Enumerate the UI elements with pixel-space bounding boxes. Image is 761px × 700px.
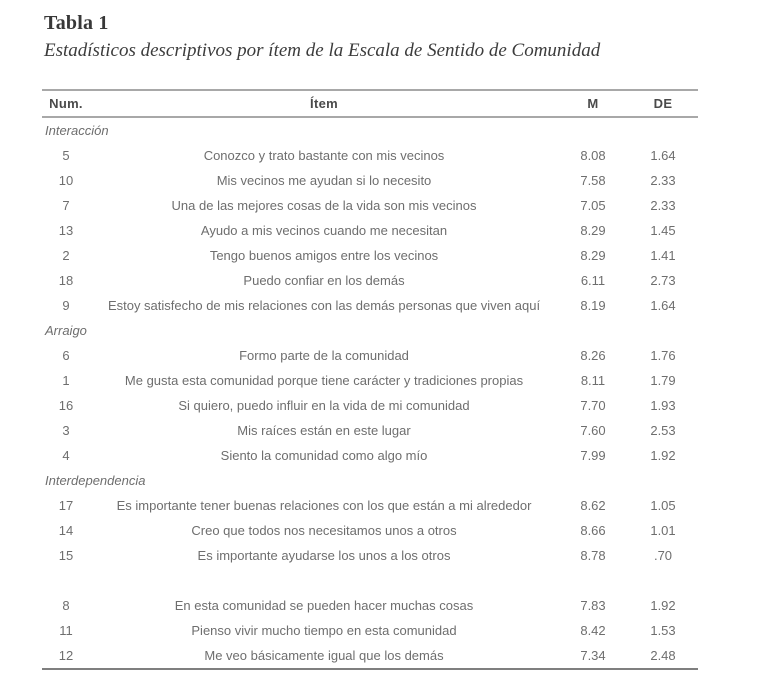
- mean-cell: 7.34: [580, 648, 606, 663]
- item-number-cell: 5: [62, 148, 70, 163]
- item-text-cell: En esta comunidad se pueden hacer muchas cosas: [174, 598, 474, 613]
- section-label: Arraigo: [45, 323, 87, 338]
- mean-cell: 7.83: [580, 598, 606, 613]
- mean-cell: 8.29: [580, 248, 606, 263]
- item-number-cell: 3: [62, 423, 70, 438]
- item-text-cell: Mis vecinos me ayudan si lo necesito: [216, 173, 432, 188]
- table-row: [42, 443, 698, 468]
- item-number-cell: 9: [62, 298, 70, 313]
- item-number-cell: 11: [59, 623, 73, 638]
- item-number-cell: 10: [58, 173, 74, 188]
- sd-cell: 2.33: [650, 198, 676, 213]
- item-number-cell: 7: [62, 198, 70, 213]
- sd-cell: 1.92: [650, 598, 676, 613]
- item-text-cell: Creo que todos nos necesitamos unos a otros: [191, 523, 457, 538]
- item-number-cell: 13: [58, 223, 74, 238]
- section-label: Interacción: [45, 123, 109, 138]
- item-text-cell: Siento la comunidad como algo mío: [220, 448, 428, 463]
- item-text-cell: Una de las mejores cosas de la vida son mis vecinos: [171, 198, 477, 213]
- table-row: [42, 368, 698, 393]
- item-number-cell: 4: [62, 448, 70, 463]
- item-text-cell: Mis raíces están en este lugar: [237, 423, 411, 438]
- item-number-cell: 18: [58, 273, 74, 288]
- table-row: [42, 218, 698, 243]
- sd-cell: 1.93: [650, 398, 676, 413]
- sd-cell: 1.64: [650, 298, 676, 313]
- sd-cell: 1.01: [650, 523, 676, 538]
- column-header-m: M: [587, 96, 599, 111]
- column-header-num: Num.: [49, 96, 83, 111]
- table-header: [42, 90, 698, 117]
- mean-cell: 8.19: [580, 298, 606, 313]
- item-number-cell: 17: [58, 498, 74, 513]
- table-row: [42, 618, 698, 643]
- table-header-row: [42, 90, 698, 117]
- sd-cell: 1.92: [650, 448, 676, 463]
- item-number-cell: 6: [62, 348, 70, 363]
- mean-cell: 6.11: [580, 273, 606, 288]
- table-row: [42, 418, 698, 443]
- mean-cell: 8.78: [580, 548, 606, 563]
- sd-cell: 2.48: [650, 648, 676, 663]
- item-number-cell: 8: [62, 598, 70, 613]
- table-row: [42, 518, 698, 543]
- table-row: [42, 343, 698, 368]
- sd-cell: 1.45: [650, 223, 676, 238]
- item-text-cell: Conozco y trato bastante con mis vecinos: [203, 148, 445, 163]
- mean-cell: 8.62: [580, 498, 606, 513]
- sd-cell: 1.41: [650, 248, 676, 263]
- section-label-row: [42, 318, 698, 343]
- table-body: [42, 117, 698, 669]
- mean-cell: 8.42: [580, 623, 606, 638]
- table-row: [42, 593, 698, 618]
- sd-cell: 1.53: [650, 623, 676, 638]
- mean-cell: 8.29: [580, 223, 606, 238]
- table-row: [42, 168, 698, 193]
- section-label: Interdependencia: [45, 473, 146, 488]
- item-number-cell: 15: [58, 548, 74, 563]
- table-row: [42, 143, 698, 168]
- sd-cell: 1.05: [650, 498, 676, 513]
- item-number-cell: 2: [62, 248, 70, 263]
- table-row: [42, 268, 698, 293]
- sd-cell: 1.79: [650, 373, 676, 388]
- item-text-cell: Puedo confiar en los demás: [243, 273, 405, 288]
- sd-cell: 2.73: [650, 273, 676, 288]
- section-label-row: [42, 468, 698, 493]
- item-text-cell: Ayudo a mis vecinos cuando me necesitan: [200, 223, 448, 238]
- mean-cell: 7.60: [580, 423, 606, 438]
- sd-cell: .70: [653, 548, 673, 563]
- sd-cell: 1.76: [650, 348, 676, 363]
- table-row: [42, 293, 698, 318]
- item-text-cell: Pienso vivir mucho tiempo en esta comunidad: [191, 623, 457, 638]
- item-number-cell: 14: [58, 523, 74, 538]
- table-title: Tabla 1: [44, 12, 109, 34]
- table-row: [42, 393, 698, 418]
- item-number-cell: 12: [58, 648, 74, 663]
- mean-cell: 8.26: [580, 348, 606, 363]
- item-text-cell: Si quiero, puedo influir en la vida de mi comunidad: [178, 398, 470, 413]
- section-label-row: [42, 117, 698, 143]
- item-text-cell: Tengo buenos amigos entre los vecinos: [209, 248, 439, 263]
- sd-cell: 1.64: [650, 148, 676, 163]
- item-text-cell: Es importante ayudarse los unos a los otros: [197, 548, 451, 563]
- table-subtitle: Estadísticos descriptivos por ítem de la Escala de Sentido de Comunidad: [44, 40, 601, 61]
- column-header-de: DE: [653, 96, 673, 111]
- mean-cell: 8.66: [580, 523, 606, 538]
- mean-cell: 7.58: [580, 173, 606, 188]
- sd-cell: 2.33: [650, 173, 676, 188]
- spacer-cell: [42, 568, 698, 593]
- item-number-cell: 1: [62, 373, 70, 388]
- item-text-cell: Es importante tener buenas relaciones con los que están a mi alrededor: [116, 498, 532, 513]
- mean-cell: 7.99: [580, 448, 606, 463]
- item-text-cell: Me veo básicamente igual que los demás: [204, 648, 444, 663]
- table-row: [42, 193, 698, 218]
- column-header-item: Ítem: [310, 96, 338, 111]
- table-row: [42, 543, 698, 568]
- descriptive-statistics-table: [42, 89, 698, 670]
- mean-cell: 7.70: [580, 398, 606, 413]
- table-row: [42, 243, 698, 268]
- item-number-cell: 16: [58, 398, 74, 413]
- table-row: [42, 493, 698, 518]
- sd-cell: 2.53: [650, 423, 676, 438]
- mean-cell: 7.05: [580, 198, 606, 213]
- spacer-row: [42, 568, 698, 593]
- mean-cell: 8.11: [580, 373, 606, 388]
- item-text-cell: Estoy satisfecho de mis relaciones con las demás personas que viven aquí: [107, 298, 541, 313]
- item-text-cell: Me gusta esta comunidad porque tiene carácter y tradiciones propias: [124, 373, 524, 388]
- table-row: [42, 643, 698, 669]
- mean-cell: 8.08: [580, 148, 606, 163]
- item-text-cell: Formo parte de la comunidad: [239, 348, 409, 363]
